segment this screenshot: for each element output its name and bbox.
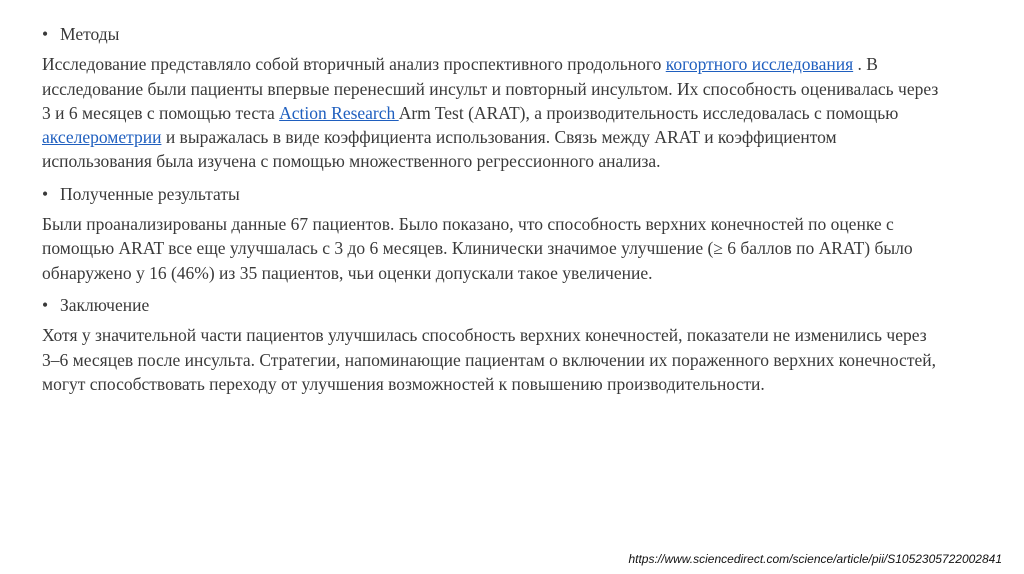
text-run: Arm Test (ARAT), а производительность исследовалась с помощью [398, 102, 899, 123]
link-cohort-study[interactable]: когортного исследования [665, 54, 854, 75]
bullet-conclusion [42, 293, 942, 317]
text-run: Исследование представляло собой вторичный анализ проспективного продольного [42, 54, 666, 75]
text-run: и выражалась в виде коэффициента использования. Связь между ARAT и коэффициентом использования была изучена с помощью множественного регрессионного анализа. [42, 127, 837, 172]
bullet-dot: • [42, 183, 49, 204]
text-run: Были проанализированы данные 67 пациентов. Было показано, что способность верхних конечностей по оценке с помощью ARAT все еще улучшалась с 3 до 6 месяцев. Клинически значимое улучшение (≥ 6 баллов по ARAT) было обнаружено у 16 (46%) из 35 пациентов, чьи оценки допускали такое увеличение. [42, 214, 913, 283]
bullet-methods [42, 22, 942, 46]
heading-methods: Методы [60, 24, 120, 44]
text-run: . В исследование были пациенты впервые перенесший инсульт и повторный инсультом. Их способность оценивалась через 3 и 6 месяцев с помощью теста [42, 54, 939, 123]
heading-conclusion: Заключение [60, 294, 150, 315]
paragraph-results [42, 212, 942, 285]
bullet-dot: • [42, 294, 49, 315]
heading-results: Полученные результаты [60, 183, 240, 204]
bullet-results [42, 182, 942, 206]
source-url: https://www.sciencedirect.com/science/article/pii/S1052305722002841 [628, 552, 1002, 566]
paragraph-conclusion [42, 323, 942, 396]
link-action-research[interactable]: Action Research [279, 102, 399, 123]
slide-content [42, 22, 942, 404]
link-accelerometry[interactable]: акселерометрии [42, 127, 162, 148]
paragraph-methods [42, 52, 942, 173]
text-run: Хотя у значительной части пациентов улучшилась способность верхних конечностей, показатели не изменились через 3–6 месяцев после инсульта. Стратегии, напоминающие пациентам о включении их пораженного верхних конечностей, могут способствовать переходу от улучшения возможностей к повышению производительности. [42, 325, 936, 394]
bullet-dot: • [42, 24, 49, 44]
